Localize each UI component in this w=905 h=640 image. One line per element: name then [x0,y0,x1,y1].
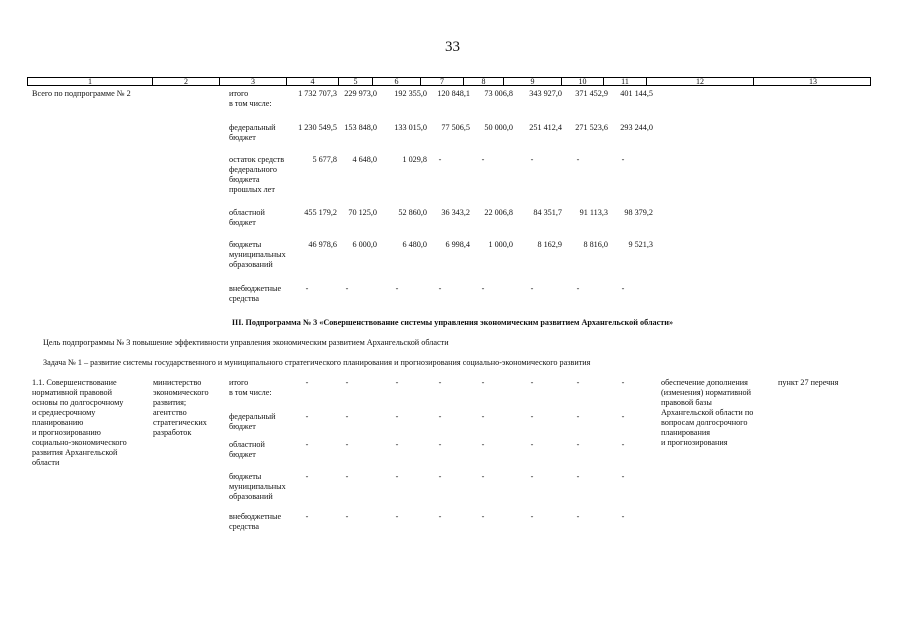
header-col-12: 12 [646,77,753,86]
amount-cell: - [305,512,309,521]
amount-cell: - [621,440,625,449]
header-col-11: 11 [603,77,646,86]
amount-cell: 133 015,0 [394,123,427,132]
header-col-2: 2 [152,77,219,86]
header-col-13: 13 [753,77,872,86]
amount-cell: 46 978,6 [308,240,337,249]
subprogram-goal: Цель подпрограммы № 3 повышение эффективности управления экономическим развитием Архангельской области [43,338,449,347]
amount-cell: - [576,412,580,421]
amount-cell: - [481,512,485,521]
amount-cell: 1 029,8 [402,155,427,164]
amount-cell: - [576,512,580,521]
amount-cell: 91 113,3 [579,208,608,217]
measure-executor: министерство экономического развития; агентство стратегических разработок [153,378,209,437]
header-col-6: 6 [372,77,420,86]
amount-cell: 1 000,0 [488,240,513,249]
amount-cell: 455 179,2 [304,208,337,217]
amount-cell: - [576,472,580,481]
amount-cell: - [481,412,485,421]
amount-cell: 22 006,8 [484,208,513,217]
funding-source-label: бюджеты муниципальных образований [229,472,286,501]
amount-cell: 9 521,3 [628,240,653,249]
header-col-7: 7 [420,77,463,86]
amount-cell: - [530,440,534,449]
header-col-3: 3 [219,77,286,86]
amount-cell: 251 412,4 [529,123,562,132]
amount-cell: - [345,440,349,449]
amount-cell: - [395,440,399,449]
amount-cell: 1 230 549,5 [298,123,337,132]
amount-cell: - [345,472,349,481]
amount-cell: - [438,284,442,293]
amount-cell: - [395,472,399,481]
header-col-4: 4 [286,77,338,86]
amount-cell: - [530,284,534,293]
amount-cell: - [438,155,442,164]
amount-cell: 120 848,1 [437,89,470,98]
header-col-5: 5 [338,77,372,86]
amount-cell: - [621,512,625,521]
amount-cell: 8 816,0 [583,240,608,249]
amount-cell: - [530,512,534,521]
header-col-9: 9 [503,77,561,86]
amount-cell: 6 998,4 [445,240,470,249]
amount-cell: - [438,440,442,449]
page-number: 33 [445,39,460,55]
amount-cell: 371 452,9 [575,89,608,98]
amount-cell: 271 523,6 [575,123,608,132]
table-header-row [27,77,871,86]
measure-result: обеспечение дополнения (изменения) нормативной правовой базы Архангельской области по вопросам долгосрочного планирования и прогнозирования [661,378,754,447]
amount-cell: - [395,378,399,387]
amount-cell: - [481,472,485,481]
funding-source-label: областной бюджет [229,440,265,459]
amount-cell: 1 732 707,3 [298,89,337,98]
amount-cell: - [481,155,485,164]
amount-cell: - [481,378,485,387]
section-title: III. Подпрограмма № 3 «Совершенствование системы управления экономическим развитием Архангельской области» [231,318,674,327]
amount-cell: - [481,284,485,293]
amount-cell: - [305,472,309,481]
funding-source-label: итого в том числе: [229,89,272,108]
funding-source-label: остаток средств федерального бюджета прошлых лет [229,155,285,194]
amount-cell: - [530,378,534,387]
amount-cell: - [576,284,580,293]
amount-cell: 36 343,2 [441,208,470,217]
amount-cell: - [438,378,442,387]
amount-cell: - [395,512,399,521]
measure-name: 1.1. Совершенствование нормативной правовой основы по долгосрочному и среднесрочному планированию и прогнозированию социально-экономического развития Архангельской области [32,378,127,467]
funding-source-label: внебюджетные средства [229,284,282,303]
amount-cell: 98 379,2 [624,208,653,217]
amount-cell: 5 677,8 [312,155,337,164]
amount-cell: - [621,412,625,421]
funding-source-label: внебюджетные средства [229,512,282,531]
amount-cell: - [621,155,625,164]
amount-cell: 192 355,0 [394,89,427,98]
amount-cell: 84 351,7 [533,208,562,217]
amount-cell: 50 000,0 [484,123,513,132]
subprogram-task: Задача № 1 – развитие системы государственного и муниципального стратегического планирования и прогнозирования социально-экономического развития [43,358,591,367]
amount-cell: - [305,378,309,387]
amount-cell: 77 506,5 [441,123,470,132]
amount-cell: - [395,284,399,293]
amount-cell: 4 648,0 [352,155,377,164]
amount-cell: - [305,440,309,449]
funding-source-label: бюджеты муниципальных образований [229,240,286,269]
funding-source-label: федеральный бюджет [229,412,276,431]
amount-cell: - [305,284,309,293]
amount-cell: - [621,472,625,481]
amount-cell: 401 144,5 [620,89,653,98]
amount-cell: - [621,284,625,293]
amount-cell: - [576,378,580,387]
funding-source-label: итого в том числе: [229,378,272,397]
amount-cell: 70 125,0 [348,208,377,217]
funding-source-label: областной бюджет [229,208,265,227]
amount-cell: 6 480,0 [402,240,427,249]
amount-cell: - [345,412,349,421]
amount-cell: - [345,284,349,293]
amount-cell: 52 860,0 [398,208,427,217]
amount-cell: - [345,512,349,521]
amount-cell: 6 000,0 [352,240,377,249]
amount-cell: - [530,155,534,164]
amount-cell: 73 006,8 [484,89,513,98]
amount-cell: 8 162,9 [537,240,562,249]
amount-cell: - [305,412,309,421]
amount-cell: - [395,412,399,421]
funding-source-label: федеральный бюджет [229,123,276,142]
header-col-10: 10 [561,77,603,86]
subprogram2-total-label: Всего по подпрограмме № 2 [32,89,131,98]
amount-cell: 343 927,0 [529,89,562,98]
amount-cell: - [438,512,442,521]
amount-cell: - [576,155,580,164]
header-col-1: 1 [88,77,92,86]
amount-cell: 293 244,0 [620,123,653,132]
measure-link: пункт 27 перечня [778,378,839,387]
amount-cell: 153 848,0 [344,123,377,132]
amount-cell: - [481,440,485,449]
amount-cell: - [576,440,580,449]
amount-cell: - [438,472,442,481]
amount-cell: - [621,378,625,387]
amount-cell: - [345,378,349,387]
amount-cell: 229 973,0 [344,89,377,98]
amount-cell: - [438,412,442,421]
header-col-8: 8 [463,77,503,86]
amount-cell: - [530,472,534,481]
amount-cell: - [530,412,534,421]
